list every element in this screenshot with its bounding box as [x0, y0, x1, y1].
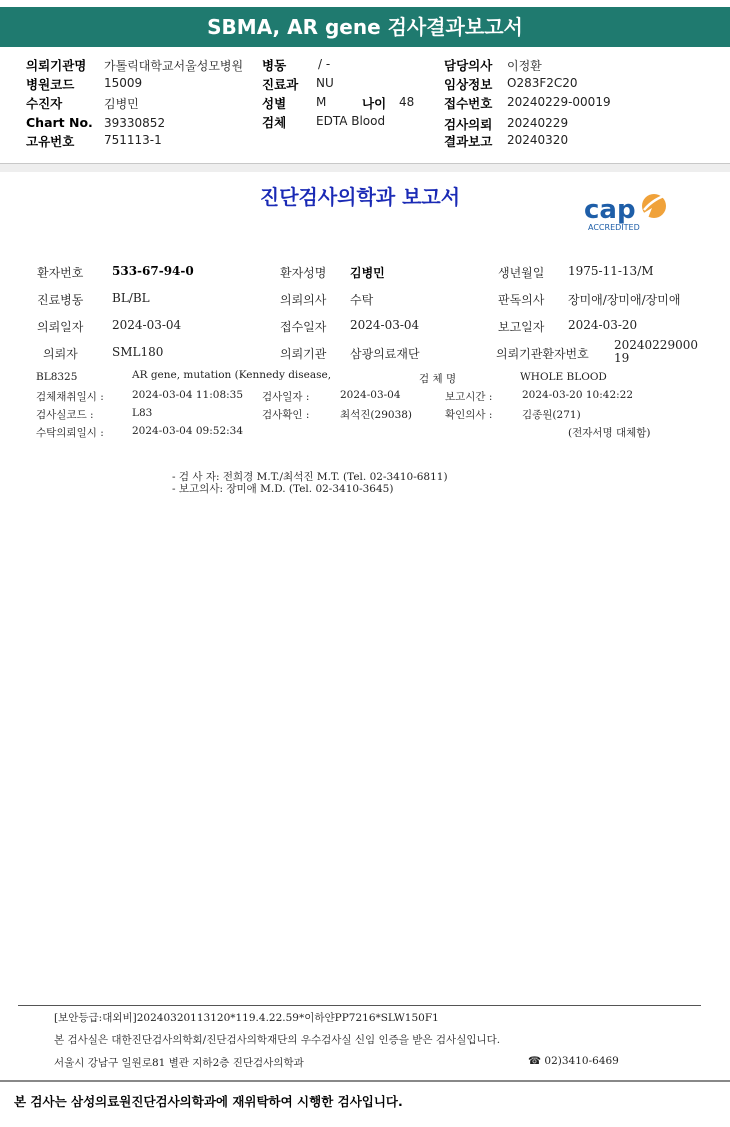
label-report-date-2: 보고일자 [498, 320, 545, 334]
value-doctor: 이정환 [507, 59, 542, 73]
staff-line-1: - 검 사 자: 전희경 M.T./최석진 M.T. (Tel. 02-3410-6811) [172, 471, 448, 483]
value-age: 48 [399, 95, 415, 109]
collection-value: 2024-03-04 11:08:35 [132, 389, 244, 401]
value-receipt-no: 20240229-00019 [507, 95, 611, 109]
security-line: [보안등급:대외비]20240320113120*119.4.22.59*이하얀PP7216*SLW150F1 [54, 1012, 439, 1024]
label-request-date: 검사의뢰 [444, 117, 493, 132]
collection-label: 검체채취일시 : [36, 391, 104, 403]
value-patient-no: 533-67-94-0 [112, 264, 194, 278]
value-patient-name: 김병민 [350, 266, 385, 280]
test-check-value: 최석진(29038) [340, 409, 413, 421]
label-patient-no: 환자번호 [37, 266, 84, 280]
value-institution-patient-no: 2024022900019 [614, 338, 698, 365]
label-institution: 의뢰기관명 [26, 58, 87, 73]
address-line: 서울시 강남구 일원로81 별관 지하2층 진단검사의학과 [54, 1057, 304, 1069]
value-specimen: EDTA Blood [316, 114, 386, 128]
label-hospital-code: 병원코드 [26, 77, 75, 92]
value-receipt-date: 2024-03-04 [350, 318, 420, 332]
value-patient: 김병민 [104, 97, 139, 111]
label-patient: 수진자 [26, 96, 63, 111]
label-unique-no: 고유번호 [26, 134, 75, 149]
bottom-divider [0, 1080, 730, 1082]
label-institution-patient-no: 의뢰기관환자번호 [496, 347, 589, 361]
label-report-date: 결과보고 [444, 134, 493, 149]
report-title: 진단검사의학과 보고서 [259, 185, 461, 209]
value-reading-doctor: 장미애/장미애/장미애 [568, 293, 681, 307]
value-department: NU [316, 76, 334, 90]
certification-line: 본 검사실은 대한진단검사의학회/진단검사의학재단의 우수검사실 신임 인증을 받은 검사실입니다. [54, 1034, 501, 1046]
test-date-value: 2024-03-04 [340, 389, 401, 401]
cap-logo-text: cap [584, 195, 636, 225]
test-name: AR gene, mutation (Kennedy disease, [132, 369, 332, 381]
value-birthdate: 1975-11-13/M [568, 264, 654, 278]
lab-code-value: L83 [132, 407, 153, 419]
esign-note: (전자서명 대체함) [568, 427, 651, 439]
label-ward-2: 진료병동 [37, 293, 84, 307]
shade-band [0, 164, 730, 172]
value-chart-no: 39330852 [104, 116, 166, 130]
report-time-label: 보고시간 : [445, 391, 493, 403]
label-reading-doctor: 판독의사 [498, 293, 545, 307]
label-request-doctor: 의뢰의사 [280, 293, 327, 307]
phone-line: ☎ 02)3410-6469 [528, 1055, 619, 1067]
label-clinical-info: 임상정보 [444, 77, 493, 92]
value-request-doctor: 수탁 [350, 293, 374, 307]
confirm-doctor-label: 확인의사 : [445, 409, 493, 421]
label-request-date-2: 의뢰일자 [37, 320, 84, 334]
value-sex: M [316, 95, 327, 109]
label-receipt-no: 접수번호 [444, 96, 493, 111]
label-ward: 병동 [262, 58, 287, 73]
value-request-institution: 삼광의료재단 [350, 347, 420, 361]
value-report-date-2: 2024-03-20 [568, 318, 638, 332]
lab-code-label: 검사실코드 : [36, 409, 94, 421]
consign-request-value: 2024-03-04 09:52:34 [132, 425, 244, 437]
cap-logo-graphic [582, 188, 682, 234]
confirm-doctor-value: 김종원(271) [522, 409, 581, 421]
label-receipt-date: 접수일자 [280, 320, 327, 334]
value-unique-no: 751113-1 [104, 133, 162, 147]
test-check-label: 검사확인 : [262, 409, 310, 421]
value-ward-2: BL/BL [112, 291, 150, 305]
label-doctor: 담당의사 [444, 58, 493, 73]
bottom-note: 본 검사는 삼성의료원진단검사의학과에 재위탁하여 시행한 검사입니다. [14, 1094, 403, 1109]
value-hospital-code: 15009 [104, 76, 143, 90]
value-institution: 가톨릭대학교서울성모병원 [104, 59, 244, 73]
cap-logo-subtext: ACCREDITED [588, 223, 640, 232]
cap-accredited-logo [582, 188, 682, 234]
value-ward: / - [318, 57, 331, 71]
label-chart-no: Chart No. [26, 115, 93, 130]
value-report-date: 20240320 [507, 133, 569, 147]
label-department: 진료과 [262, 77, 299, 92]
label-birthdate: 생년월일 [498, 266, 545, 280]
specimen-value: WHOLE BLOOD [520, 371, 607, 383]
footer-divider [18, 1005, 701, 1006]
label-patient-name: 환자성명 [280, 266, 327, 280]
test-code: BL8325 [36, 371, 78, 383]
test-date-label: 검사일자 : [262, 391, 310, 403]
value-request-date: 20240229 [507, 116, 569, 130]
report-time-value: 2024-03-20 10:42:22 [522, 389, 634, 401]
consign-request-label: 수탁의뢰일시 : [36, 427, 104, 439]
label-sex: 성별 [262, 96, 287, 111]
label-specimen: 검체 [262, 115, 287, 130]
label-age: 나이 [362, 96, 387, 111]
value-clinical-info: O283F2C20 [507, 76, 578, 90]
document-title: SBMA, AR gene 검사결과보고서 [207, 15, 523, 39]
value-request-date-2: 2024-03-04 [112, 318, 182, 332]
value-requester: SML180 [112, 345, 164, 359]
label-requester: 의뢰자 [43, 347, 78, 361]
specimen-label: 검 체 명 [419, 373, 457, 385]
staff-line-2: - 보고의사: 장미애 M.D. (Tel. 02-3410-3645) [172, 483, 394, 495]
label-request-institution: 의뢰기관 [280, 347, 327, 361]
